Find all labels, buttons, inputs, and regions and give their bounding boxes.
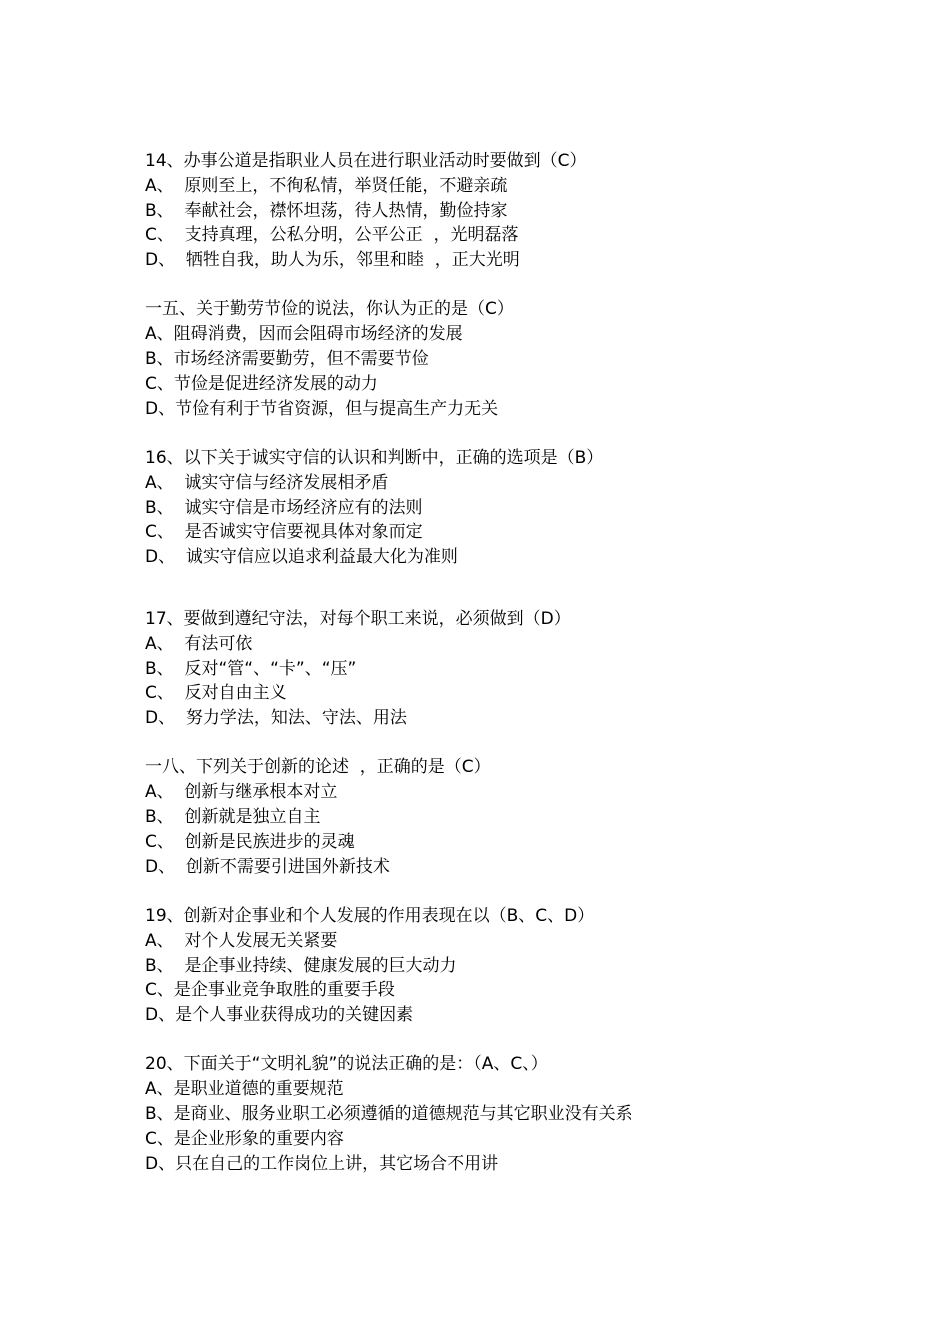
option-c: C、是企事业竞争取胜的重要手段 bbox=[145, 980, 395, 1001]
question-15 bbox=[145, 297, 905, 421]
option-d: D、只在自己的工作岗位上讲，其它场合不用讲 bbox=[145, 1153, 499, 1174]
option-c: C、 支持真理，公私分明，公平公正 ，光明磊落 bbox=[145, 225, 519, 246]
option-c: C、节俭是促进经济发展的动力 bbox=[145, 373, 378, 394]
question-list bbox=[145, 149, 905, 1201]
option-a: A、是职业道德的重要规范 bbox=[145, 1079, 344, 1100]
question-stem: 20、下面关于“文明礼貌”的说法正确的是：（A、C、） bbox=[145, 1054, 548, 1075]
option-d: D、 努力学法，知法、守法、用法 bbox=[145, 708, 407, 729]
option-c: C、是企业形象的重要内容 bbox=[145, 1128, 344, 1149]
option-a: A、 诚实守信与经济发展相矛盾 bbox=[145, 472, 389, 493]
option-d: D、 诚实守信应以追求利益最大化为准则 bbox=[145, 547, 458, 568]
question-20 bbox=[145, 1052, 905, 1176]
option-a: A、 创新与继承根本对立 bbox=[145, 782, 338, 803]
option-a: A、 原则至上，不徇私情，举贤任能，不避亲疏 bbox=[145, 175, 508, 196]
option-a: A、 有法可依 bbox=[145, 633, 253, 654]
option-a: A、 对个人发展无关紧要 bbox=[145, 930, 338, 951]
option-c: C、 反对自由主义 bbox=[145, 683, 287, 704]
option-b: B、市场经济需要勤劳，但不需要节俭 bbox=[145, 349, 429, 370]
question-14 bbox=[145, 149, 905, 273]
option-a: A、阻碍消费，因而会阻碍市场经济的发展 bbox=[145, 324, 463, 345]
question-19 bbox=[145, 904, 905, 1028]
option-b: B、 反对“管“、“卡”、“压” bbox=[145, 658, 357, 679]
option-d: D、节俭有利于节省资源，但与提高生产力无关 bbox=[145, 398, 499, 419]
question-stem: 一五、关于勤劳节俭的说法，你认为正的是（C） bbox=[145, 299, 514, 320]
question-stem: 一八、下列关于创新的论述 ，正确的是（C） bbox=[145, 757, 491, 778]
question-18 bbox=[145, 755, 905, 879]
option-c: C、 创新是民族进步的灵魂 bbox=[145, 831, 355, 852]
option-b: B、 诚实守信是市场经济应有的法则 bbox=[145, 497, 423, 518]
option-b: B、 是企事业持续、健康发展的巨大动力 bbox=[145, 955, 457, 976]
option-d: D、 牺牲自我，助人为乐，邻里和睦 ，正大光明 bbox=[145, 250, 520, 271]
option-b: B、 奉献社会，襟怀坦荡，待人热情，勤俭持家 bbox=[145, 200, 508, 221]
question-stem: 19、创新对企事业和个人发展的作用表现在以（B、C、D） bbox=[145, 905, 595, 926]
option-b: B、 创新就是独立自主 bbox=[145, 807, 321, 828]
question-stem: 17、要做到遵纪守法，对每个职工来说，必须做到（D） bbox=[145, 608, 571, 629]
option-d: D、是个人事业获得成功的关键因素 bbox=[145, 1005, 414, 1026]
option-d: D、 创新不需要引进国外新技术 bbox=[145, 856, 390, 877]
question-stem: 14、办事公道是指职业人员在进行职业活动时要做到（C） bbox=[145, 151, 587, 171]
question-17 bbox=[145, 607, 905, 731]
question-16 bbox=[145, 446, 905, 570]
option-c: C、 是否诚实守信要视具体对象而定 bbox=[145, 522, 423, 543]
question-stem: 16、以下关于诚实守信的认识和判断中，正确的选项是（B） bbox=[145, 447, 604, 468]
option-b: B、是商业、服务业职工必须遵循的道德规范与其它职业没有关系 bbox=[145, 1104, 633, 1124]
